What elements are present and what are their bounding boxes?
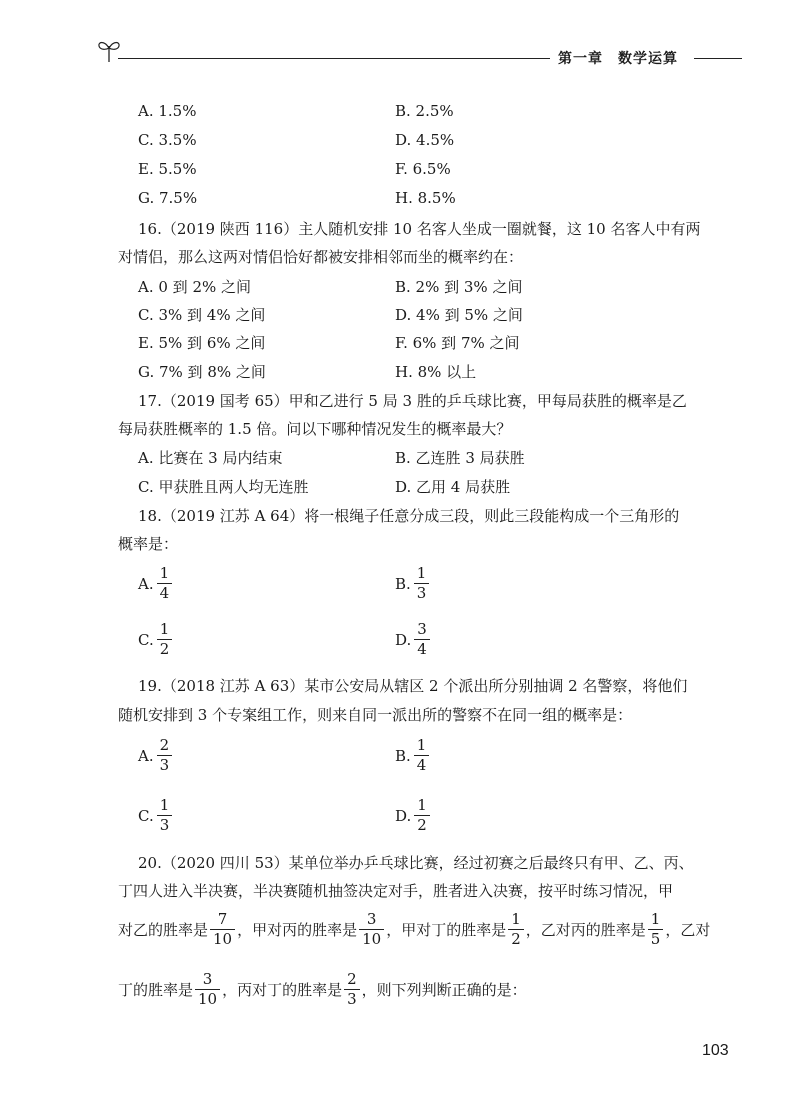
header-rule-right	[694, 58, 742, 59]
q20-stem-line3	[118, 912, 710, 947]
q19-stem-line2: 随机安排到 3 个专案组工作，则来自同一派出所的警察不在同一组的概率是：	[118, 706, 633, 724]
q20-stem-line2: 丁四人进入半决赛，半决赛随机抽签决定对手，胜者进入决赛，按平时练习情况，甲	[118, 882, 674, 900]
q17-option-b: B. 乙连胜 3 局获胜	[395, 449, 525, 467]
text-segment: ，则下列判断正确的是：	[361, 981, 527, 999]
q16-option-h: H. 8% 以上	[395, 363, 477, 381]
q16-stem-line1: 16.（2019 陕西 116）主人随机安排 10 名客人坐成一圈就餐，这 10 名客人中有两	[138, 220, 701, 238]
q18-option-c	[138, 622, 172, 657]
numerator: 1	[650, 910, 661, 928]
text-segment: 对乙的胜率是	[118, 921, 209, 939]
q15-option-g: G. 7.5%	[138, 189, 198, 207]
denominator: 5	[648, 929, 664, 947]
q15-option-a: A. 1.5%	[138, 102, 197, 120]
q15-option-d: D. 4.5%	[395, 131, 455, 149]
q16-option-b: B. 2% 到 3% 之间	[395, 278, 523, 296]
option-label: B.	[395, 746, 411, 765]
numerator: 2	[159, 736, 170, 754]
q18-option-a	[138, 566, 172, 601]
fraction	[359, 912, 384, 947]
q19-option-a	[138, 738, 172, 773]
q18-stem-line1: 18.（2019 江苏 A 64）将一根绳子任意分成三段，则此三段能构成一个三角形的	[138, 507, 680, 525]
fraction	[210, 912, 235, 947]
fraction	[414, 566, 430, 601]
page-number: 103	[702, 1042, 729, 1059]
text-segment: ，乙对	[665, 921, 711, 939]
fraction	[157, 566, 173, 601]
q20-stem-line4	[118, 972, 527, 1007]
numerator: 3	[366, 910, 377, 928]
option-label: B.	[395, 574, 411, 593]
option-label: A.	[138, 746, 154, 765]
fraction	[157, 738, 173, 773]
q16-stem-line2: 对情侣，那么这两对情侣恰好都被安排相邻而坐的概率约在：	[118, 248, 524, 266]
denominator: 2	[157, 639, 173, 657]
q17-stem-line2: 每局获胜概率的 1.5 倍。问以下哪种情况发生的概率最大？	[118, 420, 512, 438]
q15-option-f: F. 6.5%	[395, 160, 451, 178]
text-segment: ，甲对丙的胜率是	[237, 921, 358, 939]
q19-option-c	[138, 798, 172, 833]
numerator: 1	[511, 910, 521, 928]
denominator: 2	[508, 929, 524, 947]
q16-option-a: A. 0 到 2% 之间	[138, 278, 252, 296]
header-rule-left	[118, 58, 550, 59]
numerator: 3	[202, 970, 213, 988]
numerator: 7	[217, 910, 228, 928]
denominator: 3	[157, 755, 173, 773]
numerator: 2	[347, 970, 357, 988]
q18-option-b	[395, 566, 429, 601]
q16-option-c: C. 3% 到 4% 之间	[138, 306, 266, 324]
denominator: 4	[414, 755, 430, 773]
q19-stem-line1: 19.（2018 江苏 A 63）某市公安局从辖区 2 个派出所分别抽调 2 名警察，将他们	[138, 677, 688, 695]
option-label: D.	[395, 630, 412, 649]
q17-stem-line1: 17.（2019 国考 65）甲和乙进行 5 局 3 胜的乒乓球比赛，甲每局获胜的概率是乙	[138, 392, 687, 410]
option-label: C.	[138, 630, 154, 649]
q17-option-a: A. 比赛在 3 局内结束	[138, 449, 283, 467]
denominator: 10	[210, 929, 235, 947]
numerator: 3	[417, 620, 427, 638]
denominator: 4	[157, 583, 173, 601]
numerator: 1	[159, 620, 170, 638]
text-segment: ，甲对丁的胜率是	[386, 921, 507, 939]
fraction	[648, 912, 664, 947]
q18-stem-line2: 概率是：	[118, 535, 179, 553]
fraction	[344, 972, 360, 1007]
denominator: 3	[157, 815, 173, 833]
q17-option-c: C. 甲获胜且两人均无连胜	[138, 478, 309, 496]
q17-option-d: D. 乙用 4 局获胜	[395, 478, 511, 496]
fraction	[195, 972, 220, 1007]
q19-option-d	[395, 798, 430, 833]
text-segment: ，乙对丙的胜率是	[525, 921, 646, 939]
option-label: C.	[138, 806, 154, 825]
q18-option-d	[395, 622, 430, 657]
numerator: 1	[416, 736, 427, 754]
numerator: 1	[159, 796, 170, 814]
numerator: 1	[417, 796, 427, 814]
text-segment: ，丙对丁的胜率是	[222, 981, 343, 999]
numerator: 1	[416, 564, 427, 582]
fraction	[508, 912, 524, 947]
q15-option-h: H. 8.5%	[395, 189, 456, 207]
denominator: 3	[414, 583, 430, 601]
denominator: 4	[414, 639, 430, 657]
fraction	[414, 738, 430, 773]
chapter-title: 第一章 数学运算	[558, 51, 678, 67]
q19-option-b	[395, 738, 429, 773]
denominator: 2	[414, 815, 430, 833]
denominator: 10	[359, 929, 384, 947]
fraction	[414, 622, 430, 657]
text-segment: 丁的胜率是	[118, 981, 194, 999]
q16-option-d: D. 4% 到 5% 之间	[395, 306, 523, 324]
sprout-icon	[96, 36, 122, 64]
q15-option-e: E. 5.5%	[138, 160, 197, 178]
q16-option-f: F. 6% 到 7% 之间	[395, 334, 520, 352]
option-label: A.	[138, 574, 154, 593]
q16-option-g: G. 7% 到 8% 之间	[138, 363, 266, 381]
q15-option-c: C. 3.5%	[138, 131, 197, 149]
numerator: 1	[159, 564, 170, 582]
fraction	[414, 798, 430, 833]
q16-option-e: E. 5% 到 6% 之间	[138, 334, 266, 352]
fraction	[157, 622, 173, 657]
denominator: 3	[344, 989, 360, 1007]
denominator: 10	[195, 989, 220, 1007]
fraction	[157, 798, 173, 833]
option-label: D.	[395, 806, 412, 825]
q15-option-b: B. 2.5%	[395, 102, 454, 120]
q20-stem-line1: 20.（2020 四川 53）某单位举办乒乓球比赛，经过初赛之后最终只有甲、乙、丙、	[138, 854, 694, 872]
